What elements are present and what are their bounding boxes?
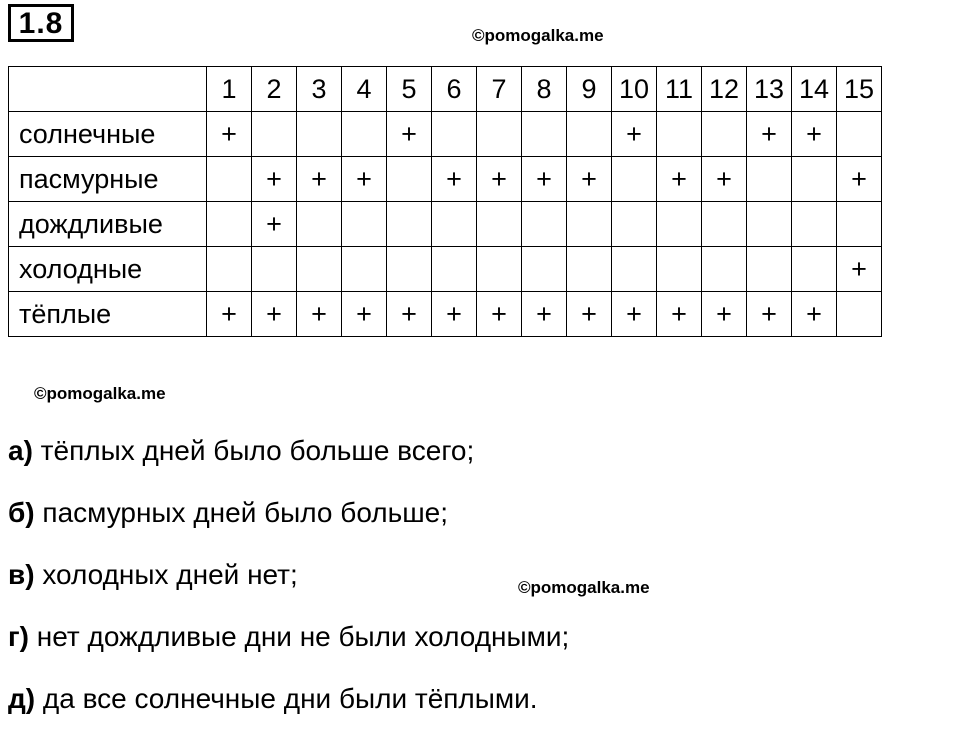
table-cell [207,202,252,247]
header-day: 9 [567,67,612,112]
table-cell [702,247,747,292]
weather-table [8,66,882,337]
table-cell: + [297,157,342,202]
table-cell [342,247,387,292]
table-cell [387,157,432,202]
row-label: пасмурные [9,157,207,202]
watermark-middle: ©pomogalka.me [34,384,166,403]
watermark-top: ©pomogalka.me [472,26,604,45]
table-cell [567,112,612,157]
table-row [9,157,882,202]
table-cell: + [252,202,297,247]
header-day: 13 [747,67,792,112]
table-cell: + [702,157,747,202]
table-cell: + [567,157,612,202]
table-cell [702,202,747,247]
table-cell [342,112,387,157]
table-cell [792,157,837,202]
table-cell: + [837,247,882,292]
table-cell [477,247,522,292]
table-cell [837,292,882,337]
header-corner [9,67,207,112]
table-cell [612,157,657,202]
table-cell: + [612,292,657,337]
table-cell [522,112,567,157]
table-cell [567,202,612,247]
table-cell [297,247,342,292]
table-cell [567,247,612,292]
table-cell [657,112,702,157]
task-number: 1.8 [8,4,74,42]
table-cell [207,247,252,292]
table-row [9,202,882,247]
header-day: 15 [837,67,882,112]
table-cell: + [387,292,432,337]
table-cell: + [207,292,252,337]
table-cell: + [747,292,792,337]
table-cell [657,202,702,247]
answer-g: г) нет дождливые дни не были холодными; [8,621,570,652]
table-cell: + [432,157,477,202]
table-cell [612,247,657,292]
table-cell [297,202,342,247]
table-cell [432,247,477,292]
table-cell: + [747,112,792,157]
table-cell [522,247,567,292]
table-cell: + [837,157,882,202]
table-cell [432,202,477,247]
table-cell [477,112,522,157]
table-cell [837,202,882,247]
table-cell: + [297,292,342,337]
table-cell: + [522,292,567,337]
row-label: тёплые [9,292,207,337]
table-cell [837,112,882,157]
table-cell: + [207,112,252,157]
answer-v: в) холодных дней нет; [8,559,298,590]
table-cell [387,202,432,247]
table-cell [252,247,297,292]
header-day: 4 [342,67,387,112]
answer-b: б) пасмурных дней было больше; [8,497,449,528]
table-cell [792,247,837,292]
header-day: 1 [207,67,252,112]
table-cell: + [612,112,657,157]
table-cell [612,202,657,247]
table-cell: + [792,292,837,337]
header-day: 8 [522,67,567,112]
table-cell [207,157,252,202]
row-label: дождливые [9,202,207,247]
table-cell: + [432,292,477,337]
table-cell: + [792,112,837,157]
watermark-bottom: ©pomogalka.me [518,578,650,597]
table-cell: + [477,157,522,202]
answer-d: д) да все солнечные дни были тёплыми. [8,683,538,714]
header-day: 5 [387,67,432,112]
row-label: солнечные [9,112,207,157]
table-cell [747,157,792,202]
table-cell: + [522,157,567,202]
table-cell [747,202,792,247]
header-day: 6 [432,67,477,112]
table-cell: + [657,292,702,337]
header-day: 2 [252,67,297,112]
table-row [9,112,882,157]
table-cell [657,247,702,292]
table-cell [702,112,747,157]
table-cell [342,202,387,247]
table-cell: + [342,292,387,337]
row-label: холодные [9,247,207,292]
header-day: 12 [702,67,747,112]
table-row [9,292,882,337]
table-cell [522,202,567,247]
table-header-row [9,67,882,112]
header-day: 11 [657,67,702,112]
table-cell [792,202,837,247]
table-cell: + [252,292,297,337]
header-day: 10 [612,67,657,112]
table-cell: + [657,157,702,202]
table-cell [297,112,342,157]
table-row [9,247,882,292]
table-cell [252,112,297,157]
header-day: 14 [792,67,837,112]
table-cell: + [702,292,747,337]
table-cell: + [342,157,387,202]
table-cell: + [387,112,432,157]
table-cell [387,247,432,292]
table-cell: + [252,157,297,202]
answers-list [8,420,569,730]
table-cell [477,202,522,247]
header-day: 7 [477,67,522,112]
table-cell: + [477,292,522,337]
table-cell: + [567,292,612,337]
answer-a: а) тёплых дней было больше всего; [8,435,475,466]
header-day: 3 [297,67,342,112]
table-cell [747,247,792,292]
table-cell [432,112,477,157]
